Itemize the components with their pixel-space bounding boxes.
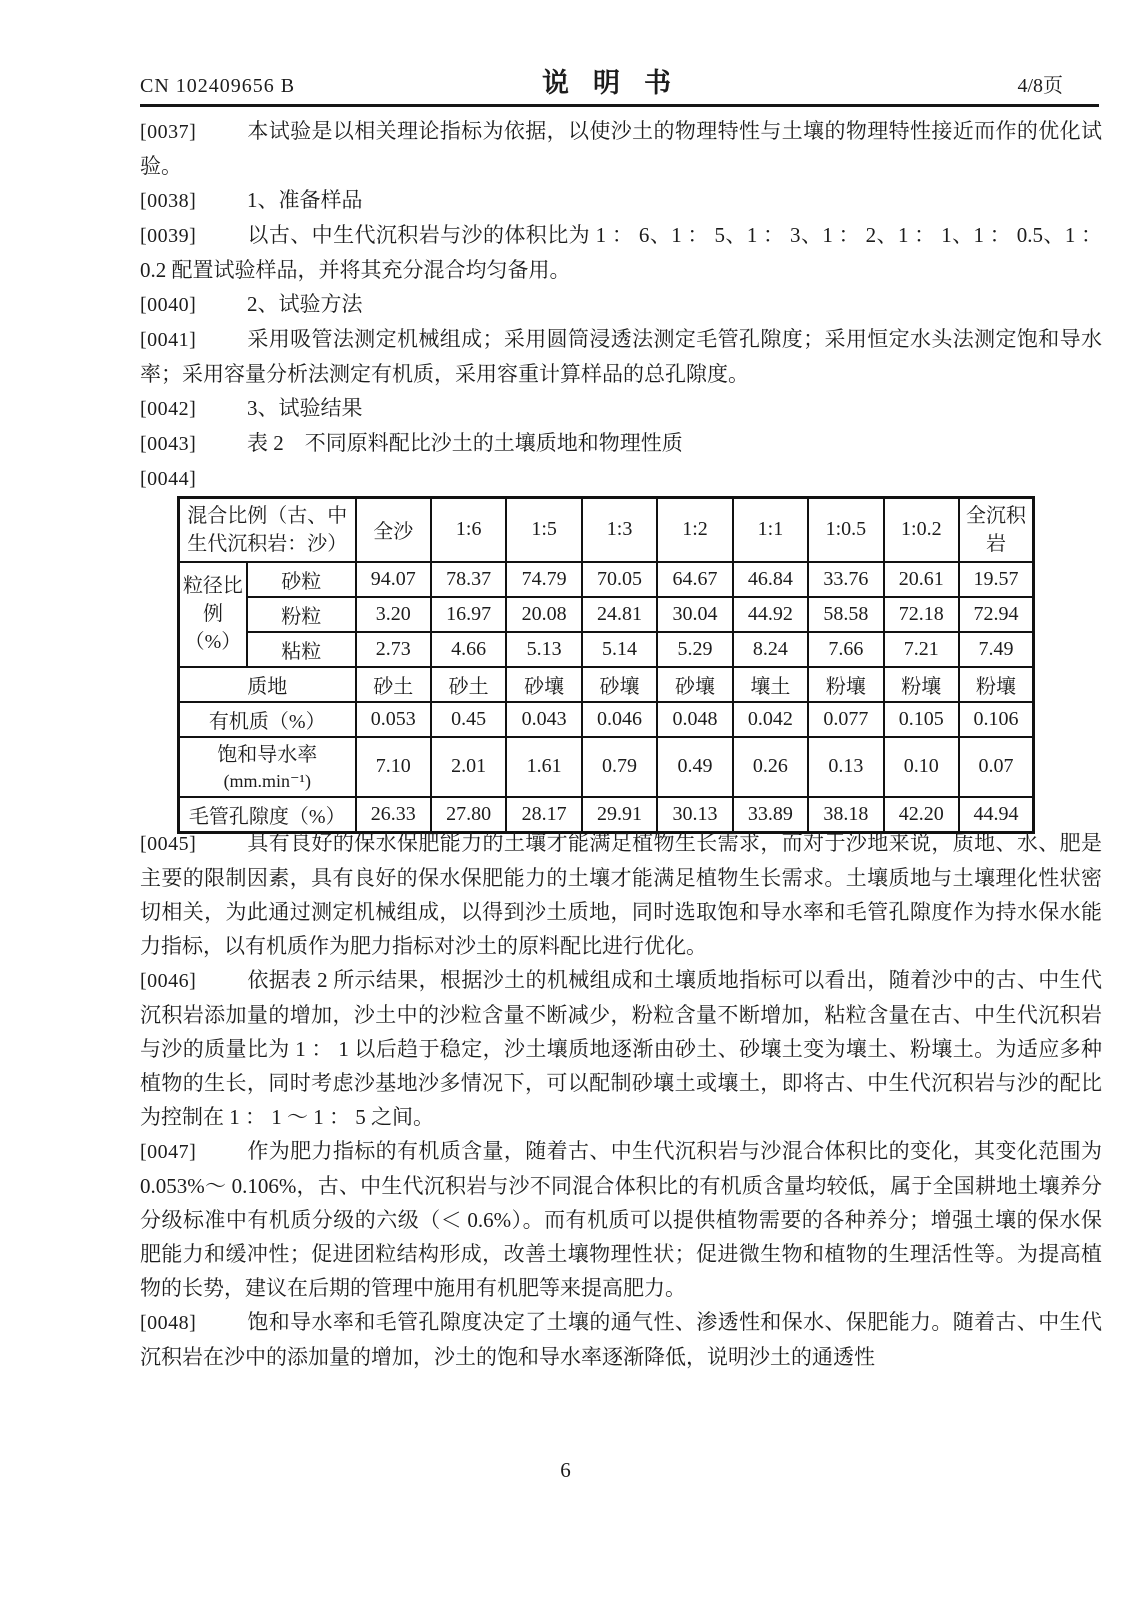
table-cell: 30.04 — [657, 597, 732, 632]
row-label: 粘粒 — [247, 632, 356, 667]
paragraph-tag: [0040] — [140, 294, 197, 316]
paragraph-text: 1、准备样品 — [247, 188, 363, 212]
table-cell: 72.18 — [884, 597, 959, 632]
table-cell: 2.01 — [431, 737, 506, 797]
paragraph-text: 依据表 2 所示结果，根据沙土的机械组成和土壤质地指标可以看出，随着沙中的古、中生代沉积岩添加量的增加，沙土中的沙粒含量不断减少，粉粒含量不断增加，粘粒含量在古、中生代沉积岩与沙的质量比为 1 ： 1 以后趋于稳定，沙土壤质地逐渐由砂土、砂壤土变为壤土、粉壤土。为适应多种植物的生长，同时考虑沙基地沙多情况下，可以配制砂壤土或壤土，即将古、中生代沉积岩与沙的配比为控制在 1 ： 1 ～ 1 ： 5 之间。 — [140, 968, 1102, 1129]
row-label — [179, 737, 356, 797]
table-cell: 19.57 — [959, 562, 1033, 597]
particle-group-label — [179, 562, 247, 667]
paragraph-0040 — [140, 287, 1102, 322]
table-cell: 8.24 — [733, 632, 808, 667]
paragraph-text: 以古、中生代沉积岩与沙的体积比为 1 ： 6、1 ： 5、1 ： 3、1 ： 2、1 ： 1、1 ： 0.5、1 ： 0.2 配置试验样品，并将其充分混合均匀备用。 — [140, 223, 1102, 282]
table-cell: 7.66 — [808, 632, 883, 667]
table-2-wrapper — [177, 496, 1035, 834]
table-cell: 46.84 — [733, 562, 808, 597]
paragraph-0046 — [140, 963, 1102, 1134]
paragraph-text: 2、试验方法 — [247, 292, 363, 316]
paragraph-tag: [0048] — [140, 1312, 197, 1334]
body-text-bottom — [140, 826, 1102, 1374]
paragraph-tag: [0039] — [140, 225, 197, 247]
paragraph-tag: [0041] — [140, 329, 197, 351]
group-label-text: 粒径比例 — [182, 575, 243, 625]
paragraph-0038 — [140, 183, 1102, 218]
table-cell: 5.13 — [506, 632, 581, 667]
table-cell: 2.73 — [356, 632, 431, 667]
table-cell: 砂壤 — [657, 667, 732, 702]
row-label: 有机质（%） — [179, 702, 356, 737]
table-cell: 7.10 — [356, 737, 431, 797]
paragraph-0048 — [140, 1305, 1102, 1374]
paragraph-text: 具有良好的保水保肥能力的土壤才能满足植物生长需求，而对于沙地来说，质地、水、肥是主要的限制因素，具有良好的保水保肥能力的土壤才能满足植物生长需求。土壤质地与土壤理化性状密切相关，为此通过测定机械组成，以得到沙土质地，同时选取饱和导水率和毛管孔隙度作为持水保水能力指标，以有机质作为肥力指标对沙土的原料配比进行优化。 — [140, 831, 1102, 958]
table-cell: 20.61 — [884, 562, 959, 597]
table-row-hydraulic — [179, 737, 1034, 797]
paragraph-text: 本试验是以相关理论指标为依据，以使沙土的物理特性与土壤的物理特性接近而作的优化试验。 — [140, 119, 1102, 178]
table-cell: 0.077 — [808, 702, 883, 737]
table-row-silt — [179, 597, 1034, 632]
soil-properties-table — [177, 496, 1035, 834]
paragraph-text: 3、试验结果 — [247, 396, 363, 420]
row-label-text: 饱和导水率 — [217, 743, 318, 766]
table-cell: 0.26 — [733, 737, 808, 797]
table-cell: 0.106 — [959, 702, 1033, 737]
table-cell: 砂壤 — [506, 667, 581, 702]
row-label: 粉粒 — [247, 597, 356, 632]
paragraph-text: 作为肥力指标的有机质含量，随着古、中生代沉积岩与沙混合体积比的变化，其变化范围为 0.053%～ 0.106%，古、中生代沉积岩与沙不同混合体积比的有机质含量均较低，属于全国耕地土壤养分分级标准中有机质分级的六级（＜ 0.6%）。而有机质可以提供植物需要的各种养分；增强土壤的保水保肥能力和缓冲性；促进团粒结构形成，改善土壤物理性状；促进微生物和植物的生理活性等。为提高植物的长势，建议在后期的管理中施用有机肥等来提高肥力。 — [140, 1139, 1102, 1300]
table-cell: 粉壤 — [808, 667, 883, 702]
table-cell: 20.08 — [506, 597, 581, 632]
row-label-unit: (mm.min⁻¹) — [223, 770, 311, 791]
table-header-row — [179, 498, 1034, 562]
table-cell: 粉壤 — [959, 667, 1033, 702]
table-cell: 72.94 — [959, 597, 1033, 632]
row-label: 毛管孔隙度（%） — [179, 797, 356, 833]
column-header: 全沙 — [356, 498, 431, 562]
table-cell: 33.76 — [808, 562, 883, 597]
table-cell: 33.89 — [733, 797, 808, 833]
table-cell: 58.58 — [808, 597, 883, 632]
paragraph-tag: [0044] — [140, 468, 197, 490]
column-header: 1:2 — [657, 498, 732, 562]
table-cell: 0.10 — [884, 737, 959, 797]
table-cell: 16.97 — [431, 597, 506, 632]
table-cell: 砂土 — [431, 667, 506, 702]
table-cell: 0.07 — [959, 737, 1033, 797]
row-label: 质地 — [179, 667, 356, 702]
paragraph-tag: [0045] — [140, 833, 197, 855]
table-cell: 0.048 — [657, 702, 732, 737]
table-cell: 94.07 — [356, 562, 431, 597]
table-cell: 壤土 — [733, 667, 808, 702]
table-cell: 0.13 — [808, 737, 883, 797]
header-divider — [140, 104, 1099, 107]
table-cell: 24.81 — [582, 597, 657, 632]
table-cell: 28.17 — [506, 797, 581, 833]
paragraph-tag: [0046] — [140, 970, 197, 992]
table-cell: 44.92 — [733, 597, 808, 632]
table-cell: 44.94 — [959, 797, 1033, 833]
column-header: 1:6 — [431, 498, 506, 562]
table-cell: 0.79 — [582, 737, 657, 797]
paragraph-0043 — [140, 426, 1102, 461]
table-cell: 27.80 — [431, 797, 506, 833]
paragraph-0037 — [140, 114, 1102, 183]
paragraph-0047 — [140, 1134, 1102, 1305]
table-cell: 70.05 — [582, 562, 657, 597]
table-cell: 4.66 — [431, 632, 506, 667]
table-cell: 0.45 — [431, 702, 506, 737]
table-cell: 30.13 — [657, 797, 732, 833]
table-row-clay — [179, 632, 1034, 667]
page-indicator: 4/8页 — [1017, 75, 1063, 97]
document-title: 说明书 — [542, 68, 695, 98]
table-cell: 0.042 — [733, 702, 808, 737]
paragraph-0042 — [140, 391, 1102, 426]
table-cell: 7.49 — [959, 632, 1033, 667]
paragraph-text: 表 2 不同原料配比沙土的土壤质地和物理性质 — [247, 431, 683, 455]
table-cell: 0.046 — [582, 702, 657, 737]
table-cell: 0.043 — [506, 702, 581, 737]
paragraph-tag: [0047] — [140, 1141, 197, 1163]
table-cell: 1.61 — [506, 737, 581, 797]
body-text-top — [140, 114, 1102, 496]
table-cell: 5.29 — [657, 632, 732, 667]
paragraph-tag: [0037] — [140, 121, 197, 143]
table-cell: 64.67 — [657, 562, 732, 597]
paragraph-0041 — [140, 322, 1102, 391]
page-footer — [0, 1458, 1131, 1483]
table-cell: 78.37 — [431, 562, 506, 597]
paragraph-0045 — [140, 826, 1102, 963]
table-cell: 7.21 — [884, 632, 959, 667]
paragraph-text: 采用吸管法测定机械组成；采用圆筒浸透法测定毛管孔隙度；采用恒定水头法测定饱和导水率；采用容量分析法测定有机质，采用容重计算样品的总孔隙度。 — [140, 327, 1102, 386]
table-row-sand — [179, 562, 1034, 597]
table-row-texture — [179, 667, 1034, 702]
table-cell: 砂壤 — [582, 667, 657, 702]
table-corner-label: 混合比例（古、中生代沉积岩：沙） — [179, 498, 356, 562]
table-cell: 74.79 — [506, 562, 581, 597]
paragraph-tag: [0038] — [140, 190, 197, 212]
column-header: 全沉积岩 — [959, 498, 1033, 562]
table-cell: 29.91 — [582, 797, 657, 833]
column-header: 1:1 — [733, 498, 808, 562]
table-cell: 粉壤 — [884, 667, 959, 702]
paragraph-tag: [0042] — [140, 398, 197, 420]
paragraph-text: 饱和导水率和毛管孔隙度决定了土壤的通气性、渗透性和保水、保肥能力。随着古、中生代沉积岩在沙中的添加量的增加，沙土的饱和导水率逐渐降低，说明沙土的通透性 — [140, 1310, 1102, 1369]
table-cell: 5.14 — [582, 632, 657, 667]
paragraph-0044 — [140, 461, 1102, 496]
table-cell: 砂土 — [356, 667, 431, 702]
table-cell: 26.33 — [356, 797, 431, 833]
table-cell: 0.105 — [884, 702, 959, 737]
table-cell: 0.053 — [356, 702, 431, 737]
table-cell: 42.20 — [884, 797, 959, 833]
document-number: CN 102409656 B — [140, 75, 296, 97]
column-header: 1:3 — [582, 498, 657, 562]
table-cell: 0.49 — [657, 737, 732, 797]
table-cell: 3.20 — [356, 597, 431, 632]
column-header: 1:5 — [506, 498, 581, 562]
table-cell: 38.18 — [808, 797, 883, 833]
column-header: 1:0.2 — [884, 498, 959, 562]
table-row-organic — [179, 702, 1034, 737]
page-number: 6 — [560, 1458, 571, 1482]
column-header: 1:0.5 — [808, 498, 883, 562]
page-header — [140, 64, 1097, 102]
row-label: 砂粒 — [247, 562, 356, 597]
paragraph-0039 — [140, 218, 1102, 287]
paragraph-tag: [0043] — [140, 433, 197, 455]
group-label-unit: （%） — [184, 631, 242, 653]
